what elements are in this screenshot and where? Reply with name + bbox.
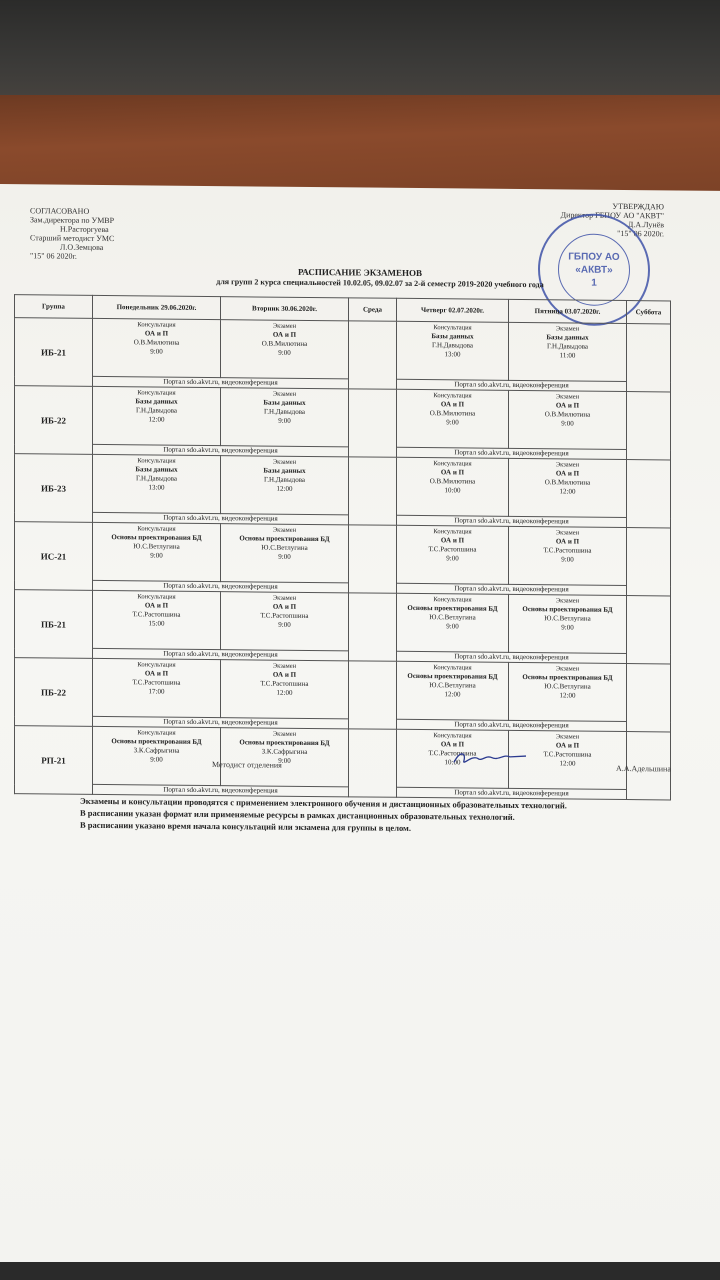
- event-kind: Консультация: [433, 392, 472, 400]
- schedule-cell: [397, 389, 509, 448]
- schedule-cell: [509, 458, 627, 517]
- teacher-name: Г.Н.Давыдова: [135, 474, 178, 483]
- teacher-name: Ю.С.Ветлугина: [429, 681, 476, 690]
- methodist-label: Методист отделения: [212, 760, 282, 770]
- portal-note: Портал sdo.akvt.ru, видеоконференция: [93, 580, 349, 592]
- group-cell: ИБ-23: [15, 454, 93, 523]
- schedule-cell: [221, 660, 349, 719]
- teacher-name: Ю.С.Ветлугина: [544, 682, 591, 691]
- approval-left-line: Н.Расторгуева: [60, 224, 109, 235]
- approval-left-line: Старший методист УМС: [30, 233, 115, 244]
- table-row: [15, 658, 671, 722]
- group-cell: ПБ-22: [15, 658, 93, 727]
- teacher-name: Т.С.Растопшина: [428, 749, 477, 758]
- event-kind: Консультация: [433, 596, 472, 604]
- column-header: Четверг 02.07.2020г.: [397, 298, 509, 322]
- teacher-name: О.В.Милютина: [429, 477, 476, 486]
- table-body: [15, 318, 671, 800]
- note-line: В расписании указано время начала консультаций или экзамена для группы в целом.: [80, 819, 411, 833]
- event-kind: Консультация: [137, 593, 176, 601]
- schedule-cell: [397, 593, 509, 652]
- subject-name: ОА и П: [144, 601, 169, 610]
- event-kind: Экзамен: [272, 458, 297, 466]
- start-time: 12:00: [444, 690, 461, 699]
- portal-note: Портал sdo.akvt.ru, видеоконференция: [397, 447, 627, 459]
- start-time: 12:00: [276, 688, 293, 697]
- schedule-cell: [397, 457, 509, 516]
- schedule-cell: [509, 594, 627, 653]
- teacher-name: Г.Н.Давыдова: [546, 342, 589, 351]
- teacher-name: Г.Н.Давыдова: [431, 341, 474, 350]
- subject-name: Основы проектирования БД: [522, 673, 613, 682]
- empty-cell: [627, 528, 671, 596]
- event-kind: Консультация: [137, 729, 176, 737]
- event-kind: Экзамен: [555, 325, 580, 333]
- empty-cell: [627, 460, 671, 528]
- teacher-name: Т.С.Растопшина: [543, 750, 592, 759]
- event-kind: Экзамен: [555, 461, 580, 469]
- subject-name: Базы данных: [431, 332, 474, 341]
- teacher-name: З.К.Сафрыгина: [261, 747, 308, 756]
- event-kind: Консультация: [137, 321, 176, 329]
- event-kind: Экзамен: [272, 390, 297, 398]
- teacher-name: Ю.С.Ветлугина: [261, 543, 308, 552]
- teacher-name: Ю.С.Ветлугина: [429, 613, 476, 622]
- portal-note: Портал sdo.akvt.ru, видеоконференция: [397, 719, 627, 731]
- start-time: 12:00: [148, 415, 165, 424]
- schedule-cell: [93, 386, 221, 445]
- empty-cell: [349, 321, 397, 389]
- event-kind: Экзамен: [272, 594, 297, 602]
- schedule-cell: [221, 592, 349, 651]
- start-time: 10:00: [444, 486, 461, 495]
- approval-right-line: УТВЕРЖДАЮ: [612, 201, 664, 212]
- event-kind: Экзамен: [555, 597, 580, 605]
- start-time: 13:00: [444, 350, 461, 359]
- start-time: 9:00: [150, 755, 163, 764]
- teacher-name: Т.С.Растопшина: [428, 545, 477, 554]
- schedule-cell: [509, 322, 627, 381]
- teacher-name: Т.С.Растопшина: [260, 679, 309, 688]
- schedule-cell: [93, 522, 221, 581]
- approval-left-line: Зам.директора по УМВР: [30, 215, 115, 226]
- subject-name: ОА и П: [272, 670, 297, 679]
- start-time: 13:00: [148, 483, 165, 492]
- start-time: 9:00: [278, 552, 291, 561]
- portal-note: Портал sdo.akvt.ru, видеоконференция: [397, 583, 627, 595]
- empty-cell: [349, 729, 397, 797]
- schedule-cell: [397, 321, 509, 380]
- schedule-cell: [221, 524, 349, 583]
- schedule-cell: [397, 525, 509, 584]
- event-kind: Консультация: [433, 528, 472, 536]
- schedule-cell: [221, 456, 349, 515]
- group-cell: РП-21: [15, 726, 93, 795]
- subject-name: ОА и П: [272, 602, 297, 611]
- empty-cell: [349, 593, 397, 661]
- approval-right-line: "15" 06 2020г.: [617, 228, 664, 239]
- portal-note: Портал sdo.akvt.ru, видеоконференция: [93, 444, 349, 456]
- subject-name: Основы проектирования БД: [407, 603, 498, 613]
- start-time: 9:00: [278, 416, 291, 425]
- teacher-name: Т.С.Растопшина: [132, 610, 181, 619]
- start-time: 15:00: [148, 619, 165, 628]
- start-time: 12:00: [276, 484, 293, 493]
- background-chair: [0, 0, 720, 110]
- start-time: 9:00: [561, 623, 574, 632]
- schedule-cell: [221, 320, 349, 379]
- event-kind: Консультация: [137, 525, 176, 533]
- portal-note: Портал sdo.akvt.ru, видеоконференция: [93, 716, 349, 728]
- start-time: 9:00: [446, 554, 459, 563]
- portal-note: Портал sdo.akvt.ru, видеоконференция: [93, 784, 349, 796]
- portal-note: Портал sdo.akvt.ru, видеоконференция: [397, 787, 627, 799]
- start-time: 10:00: [444, 758, 461, 767]
- schedule-cell: [93, 590, 221, 649]
- portal-note: Портал sdo.akvt.ru, видеоконференция: [397, 515, 627, 527]
- teacher-name: Г.Н.Давыдова: [135, 406, 178, 415]
- event-kind: Консультация: [433, 732, 472, 740]
- approval-right-line: Директор ГБПОУ АО "АКВТ": [560, 210, 664, 221]
- teacher-name: О.В.Милютина: [544, 478, 591, 487]
- column-header: Понедельник 29.06.2020г.: [93, 295, 221, 319]
- subject-name: Базы данных: [546, 333, 589, 342]
- event-kind: Консультация: [137, 661, 176, 669]
- subject-name: Основы проектирования БД: [239, 738, 330, 748]
- empty-cell: [627, 596, 671, 664]
- subject-name: Базы данных: [135, 465, 178, 474]
- subject-name: ОА и П: [555, 537, 580, 546]
- approval-left-line: "15" 06 2020г.: [30, 251, 77, 261]
- start-time: 9:00: [278, 756, 291, 765]
- subject-name: ОА и П: [440, 400, 465, 409]
- teacher-name: Ю.С.Ветлугина: [544, 614, 591, 623]
- column-header: Группа: [15, 295, 93, 319]
- empty-cell: [627, 392, 671, 460]
- event-kind: Экзамен: [555, 733, 580, 741]
- approval-left: [30, 206, 114, 261]
- document-subtitle: для групп 2 курса специальностей 10.02.05, 09.02.07 за 2-й семестр 2019-2020 учебного года: [216, 277, 544, 290]
- group-cell: ИБ-21: [15, 318, 93, 387]
- start-time: 9:00: [150, 551, 163, 560]
- teacher-name: О.В.Милютина: [133, 338, 180, 347]
- empty-cell: [349, 389, 397, 457]
- teacher-name: О.В.Милютина: [429, 409, 476, 418]
- start-time: 17:00: [148, 687, 165, 696]
- start-time: 11:00: [559, 351, 576, 360]
- portal-note: Портал sdo.akvt.ru, видеоконференция: [397, 651, 627, 663]
- stamp-text: «АКВТ»: [575, 264, 613, 276]
- start-time: 12:00: [559, 487, 576, 496]
- portal-note: Портал sdo.akvt.ru, видеоконференция: [93, 376, 349, 388]
- table-row: [15, 726, 671, 790]
- start-time: 9:00: [278, 348, 291, 357]
- column-header: Вторник 30.06.2020г.: [221, 297, 349, 321]
- empty-cell: [349, 525, 397, 593]
- table-row: [15, 386, 671, 450]
- table-row: [15, 522, 671, 586]
- subject-name: ОА и П: [440, 468, 465, 477]
- subject-name: ОА и П: [555, 469, 580, 478]
- document-sheet: [0, 184, 720, 1271]
- start-time: 12:00: [559, 691, 576, 700]
- teacher-name: О.В.Милютина: [261, 339, 308, 348]
- column-header: Суббота: [627, 301, 671, 324]
- empty-cell: [627, 664, 671, 732]
- event-kind: Экзамен: [555, 393, 580, 401]
- subject-name: Основы проектирования БД: [407, 671, 498, 681]
- schedule-cell: [397, 661, 509, 720]
- subject-name: Основы проектирования БД: [522, 605, 613, 614]
- subject-name: ОА и П: [144, 669, 169, 678]
- teacher-name: Г.Н.Давыдова: [263, 475, 306, 484]
- group-cell: ИБ-22: [15, 386, 93, 455]
- portal-note: Портал sdo.akvt.ru, видеоконференция: [397, 379, 627, 391]
- teacher-name: З.К.Сафрыгина: [133, 746, 180, 755]
- empty-cell: [627, 324, 671, 392]
- group-cell: ПБ-21: [15, 590, 93, 659]
- schedule-cell: [509, 526, 627, 585]
- teacher-name: Т.С.Растопшина: [260, 611, 309, 620]
- start-time: 9:00: [561, 419, 574, 428]
- table-row: [15, 590, 671, 654]
- subject-name: ОА и П: [440, 536, 465, 545]
- start-time: 9:00: [150, 347, 163, 356]
- event-kind: Консультация: [433, 324, 472, 332]
- schedule-cell: [93, 454, 221, 513]
- column-header: Пятница 03.07.2020г.: [509, 299, 627, 323]
- subject-name: ОА и П: [555, 741, 580, 750]
- subject-name: Базы данных: [263, 398, 306, 407]
- subject-name: Основы проектирования БД: [111, 533, 202, 542]
- subject-name: ОА и П: [440, 740, 465, 749]
- teacher-name: О.В.Милютина: [544, 410, 591, 419]
- column-header: Среда: [349, 298, 397, 321]
- schedule-cell: [93, 658, 221, 717]
- subject-name: ОА и П: [555, 401, 580, 410]
- document-title: РАСПИСАНИЕ ЭКЗАМЕНОВ: [297, 266, 423, 279]
- teacher-name: Т.С.Растопшина: [543, 546, 592, 555]
- event-kind: Экзамен: [272, 662, 297, 670]
- stamp-text: 1: [591, 277, 597, 289]
- subject-name: Базы данных: [135, 397, 178, 406]
- event-kind: Экзамен: [272, 526, 297, 534]
- subject-name: Основы проектирования БД: [111, 737, 202, 746]
- teacher-name: Т.С.Растопшина: [132, 678, 181, 687]
- schedule-cell: [93, 726, 221, 785]
- event-kind: Экзамен: [555, 529, 580, 537]
- schedule-cell: [221, 728, 349, 787]
- subject-name: ОА и П: [272, 330, 297, 339]
- subject-name: ОА и П: [144, 329, 169, 338]
- start-time: 9:00: [278, 620, 291, 629]
- start-time: 9:00: [446, 418, 459, 427]
- empty-cell: [349, 457, 397, 525]
- start-time: 9:00: [561, 555, 574, 564]
- exam-schedule-table: [14, 294, 671, 800]
- notes-block: [80, 795, 567, 836]
- event-kind: Экзамен: [272, 730, 297, 738]
- subject-name: Базы данных: [263, 466, 306, 475]
- methodist-name: А.А.Адельшина: [616, 763, 671, 774]
- portal-note: Портал sdo.akvt.ru, видеоконференция: [93, 512, 349, 524]
- note-line: В расписании указан формат или применяемые ресурсы в рамках дистанционных образовательных технологий.: [80, 807, 515, 822]
- stamp-text: ГБПОУ АО: [568, 250, 620, 263]
- table-row: [15, 454, 671, 518]
- event-kind: Консультация: [433, 460, 472, 468]
- event-kind: Экзамен: [555, 665, 580, 673]
- approval-left-line: Л.О.Земцова: [60, 242, 104, 252]
- schedule-cell: [221, 388, 349, 447]
- event-kind: Экзамен: [272, 322, 297, 330]
- empty-cell: [349, 661, 397, 729]
- table-row: [15, 318, 671, 382]
- group-cell: ИС-21: [15, 522, 93, 591]
- event-kind: Консультация: [433, 664, 472, 672]
- approval-right-line: Д.А.Лунёв: [627, 220, 664, 230]
- note-line: Экзамены и консультации проводятся с применением электронного обучения и дистанционных образовательных технологий.: [80, 795, 567, 811]
- schedule-cell: [509, 662, 627, 721]
- schedule-cell: [509, 390, 627, 449]
- handwritten-signature: [450, 748, 530, 769]
- schedule-cell: [93, 318, 221, 377]
- event-kind: Консультация: [137, 457, 176, 465]
- approval-left-line: СОГЛАСОВАНО: [30, 206, 90, 216]
- event-kind: Консультация: [137, 389, 176, 397]
- bottom-edge: [0, 1262, 720, 1280]
- start-time: 12:00: [559, 759, 576, 768]
- teacher-name: Ю.С.Ветлугина: [133, 542, 180, 551]
- start-time: 9:00: [446, 622, 459, 631]
- subject-name: Основы проектирования БД: [239, 534, 330, 544]
- portal-note: Портал sdo.akvt.ru, видеоконференция: [93, 648, 349, 660]
- teacher-name: Г.Н.Давыдова: [263, 407, 306, 416]
